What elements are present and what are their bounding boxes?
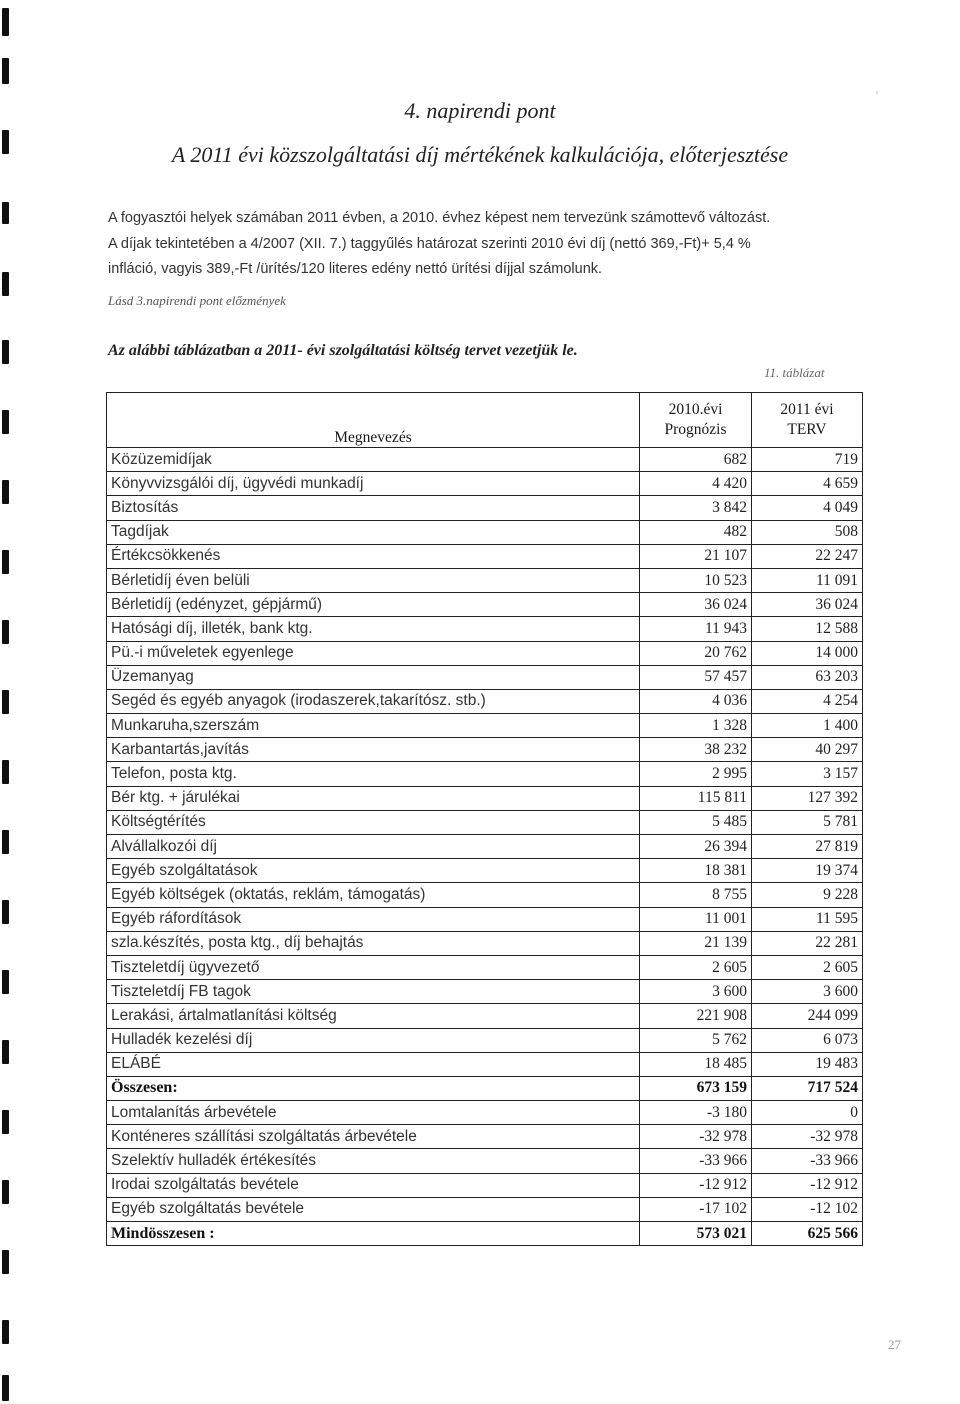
row-value-2010: 57 457 — [640, 665, 752, 689]
row-value-2011: 4 049 — [752, 496, 863, 520]
row-value-2010: 3 842 — [640, 496, 752, 520]
row-name: Közüzemidíjak — [107, 448, 640, 472]
row-value-2011: 22 281 — [752, 931, 863, 955]
table-row — [107, 931, 863, 955]
table-row — [107, 883, 863, 907]
row-name: Bérletidíj (edényzet, gépjármű) — [107, 593, 640, 617]
row-value-2011: 717 524 — [752, 1076, 863, 1100]
row-value-2010: 573 021 — [640, 1222, 752, 1246]
row-value-2010: 21 107 — [640, 544, 752, 568]
row-name: Lerakási, ártalmatlanítási költség — [107, 1004, 640, 1028]
row-name: Telefon, posta ktg. — [107, 762, 640, 786]
row-value-2011: 244 099 — [752, 1004, 863, 1028]
row-name: szla.készítés, posta ktg., díj behajtás — [107, 931, 640, 955]
row-name: Értékcsökkenés — [107, 544, 640, 568]
row-name: Költségtérítés — [107, 810, 640, 834]
table-row — [107, 835, 863, 859]
row-value-2011: 4 254 — [752, 689, 863, 713]
table-row — [107, 1101, 863, 1125]
table-row — [107, 544, 863, 568]
row-name: Bér ktg. + járulékai — [107, 786, 640, 810]
table-reference: 11. táblázat — [764, 365, 825, 380]
row-value-2011: 3 600 — [752, 980, 863, 1004]
row-value-2011: 127 392 — [752, 786, 863, 810]
row-value-2010: 2 995 — [640, 762, 752, 786]
table-row — [107, 1028, 863, 1052]
row-value-2011: 11 091 — [752, 568, 863, 592]
row-name: Hatósági díj, illeték, bank ktg. — [107, 617, 640, 641]
table-row — [107, 762, 863, 786]
table-row — [107, 1222, 863, 1246]
paragraph-line: A díjak tekintetében a 4/2007 (XII. 7.) taggyűlés határozat szerinti 2010 évi díj (nettó 369,-Ft)+ 5,4 % — [108, 235, 751, 252]
row-value-2011: 27 819 — [752, 835, 863, 859]
row-name: Tiszteletdíj FB tagok — [107, 980, 640, 1004]
row-value-2011: 14 000 — [752, 641, 863, 665]
row-value-2011: 22 247 — [752, 544, 863, 568]
table-row — [107, 859, 863, 883]
table-row — [107, 955, 863, 979]
row-value-2011: 19 374 — [752, 859, 863, 883]
table-row — [107, 496, 863, 520]
row-value-2010: 8 755 — [640, 883, 752, 907]
row-name: Egyéb ráfordítások — [107, 907, 640, 931]
row-value-2010: 38 232 — [640, 738, 752, 762]
row-value-2011: 625 566 — [752, 1222, 863, 1246]
header-2010-year: 2010.évi — [668, 401, 723, 418]
row-value-2010: 20 762 — [640, 641, 752, 665]
table-row — [107, 641, 863, 665]
row-name: Lomtalanítás árbevétele — [107, 1101, 640, 1125]
row-value-2010: 18 381 — [640, 859, 752, 883]
row-name: Tagdíjak — [107, 520, 640, 544]
header-2010 — [640, 393, 752, 448]
row-name: Hulladék kezelési díj — [107, 1028, 640, 1052]
row-value-2010: -3 180 — [640, 1101, 752, 1125]
header-name: Megnevezés — [107, 393, 640, 448]
binding-marks — [0, 0, 14, 1404]
table-row — [107, 520, 863, 544]
row-name: Könyvvizsgálói díj, ügyvédi munkadíj — [107, 472, 640, 496]
row-name: Pü.-i műveletek egyenlege — [107, 641, 640, 665]
row-value-2010: 26 394 — [640, 835, 752, 859]
table-row — [107, 1149, 863, 1173]
row-name: Egyéb szolgáltatás bevétele — [107, 1197, 640, 1221]
see-reference: Lásd 3.napirendi pont előzmények — [108, 293, 286, 308]
corner-mark: ' — [876, 88, 879, 102]
table-row — [107, 665, 863, 689]
row-value-2010: -32 978 — [640, 1125, 752, 1149]
row-value-2010: -12 912 — [640, 1173, 752, 1197]
paragraph-line: infláció, vagyis 389,-Ft /ürítés/120 literes edény nettó ürítési díjjal számolunk. — [108, 261, 603, 277]
header-2011 — [752, 393, 863, 448]
row-name: Irodai szolgáltatás bevétele — [107, 1173, 640, 1197]
row-name: Bérletidíj éven belüli — [107, 568, 640, 592]
row-value-2010: 36 024 — [640, 593, 752, 617]
row-value-2011: 63 203 — [752, 665, 863, 689]
table-row — [107, 472, 863, 496]
table-row — [107, 617, 863, 641]
table-row — [107, 980, 863, 1004]
table-intro: Az alábbi táblázatban a 2011- évi szolgáltatási költség tervet vezetjük le. — [108, 342, 578, 359]
table-header-row — [107, 393, 863, 448]
row-name: Üzemanyag — [107, 665, 640, 689]
row-value-2010: 4 420 — [640, 472, 752, 496]
row-value-2011: 0 — [752, 1101, 863, 1125]
row-value-2010: 5 485 — [640, 810, 752, 834]
paragraph-line: A fogyasztói helyek számában 2011 évben, a 2010. évhez képest nem tervezünk számottevő változást. — [108, 210, 771, 226]
agenda-title: 4. napirendi pont — [404, 98, 556, 123]
row-value-2011: 11 595 — [752, 907, 863, 931]
row-value-2010: 682 — [640, 448, 752, 472]
row-name: ELÁBÉ — [107, 1052, 640, 1076]
intro-paragraph — [108, 206, 888, 283]
row-value-2010: 2 605 — [640, 955, 752, 979]
row-value-2011: -32 978 — [752, 1125, 863, 1149]
table-row — [107, 1197, 863, 1221]
row-name: Tiszteletdíj ügyvezető — [107, 955, 640, 979]
row-value-2011: -12 102 — [752, 1197, 863, 1221]
header-2011-label: TERV — [787, 421, 827, 438]
row-value-2010: 21 139 — [640, 931, 752, 955]
row-value-2011: 12 588 — [752, 617, 863, 641]
table-row — [107, 714, 863, 738]
table-body — [107, 448, 863, 1246]
row-value-2011: -33 966 — [752, 1149, 863, 1173]
row-name: Alvállalkozói díj — [107, 835, 640, 859]
table-row — [107, 1173, 863, 1197]
table-row — [107, 1076, 863, 1100]
row-name: Konténeres szállítási szolgáltatás árbevétele — [107, 1125, 640, 1149]
table-row — [107, 568, 863, 592]
row-value-2010: 3 600 — [640, 980, 752, 1004]
row-value-2011: 508 — [752, 520, 863, 544]
row-value-2011: 19 483 — [752, 1052, 863, 1076]
row-value-2011: 719 — [752, 448, 863, 472]
row-value-2011: 1 400 — [752, 714, 863, 738]
row-name: Összesen: — [107, 1076, 640, 1100]
row-value-2011: 2 605 — [752, 955, 863, 979]
table-row — [107, 593, 863, 617]
header-2011-year: 2011 évi — [780, 401, 834, 418]
row-value-2010: 5 762 — [640, 1028, 752, 1052]
agenda-subtitle: A 2011 évi közszolgáltatási díj mértékének kalkulációja, előterjesztése — [171, 142, 789, 167]
row-value-2010: -33 966 — [640, 1149, 752, 1173]
row-value-2011: 36 024 — [752, 593, 863, 617]
row-name: Egyéb költségek (oktatás, reklám, támogatás) — [107, 883, 640, 907]
row-name: Karbantartás,javítás — [107, 738, 640, 762]
row-name: Biztosítás — [107, 496, 640, 520]
page-number: 27 — [888, 1337, 901, 1352]
row-value-2011: 40 297 — [752, 738, 863, 762]
table-row — [107, 786, 863, 810]
row-value-2011: 5 781 — [752, 810, 863, 834]
row-name: Egyéb szolgáltatások — [107, 859, 640, 883]
row-value-2010: 11 943 — [640, 617, 752, 641]
table-row — [107, 448, 863, 472]
table-row — [107, 1052, 863, 1076]
row-value-2010: 11 001 — [640, 907, 752, 931]
table-row — [107, 738, 863, 762]
table-row — [107, 689, 863, 713]
row-value-2010: 1 328 — [640, 714, 752, 738]
table-row — [107, 810, 863, 834]
row-value-2010: 482 — [640, 520, 752, 544]
row-value-2010: -17 102 — [640, 1197, 752, 1221]
row-value-2011: 9 228 — [752, 883, 863, 907]
row-name: Mindösszesen : — [107, 1222, 640, 1246]
row-value-2010: 115 811 — [640, 786, 752, 810]
row-value-2011: -12 912 — [752, 1173, 863, 1197]
row-value-2011: 6 073 — [752, 1028, 863, 1052]
table-row — [107, 1125, 863, 1149]
row-value-2010: 18 485 — [640, 1052, 752, 1076]
table-row — [107, 907, 863, 931]
row-value-2010: 10 523 — [640, 568, 752, 592]
row-value-2010: 4 036 — [640, 689, 752, 713]
row-value-2011: 3 157 — [752, 762, 863, 786]
cost-table — [106, 392, 863, 1246]
row-name: Munkaruha,szerszám — [107, 714, 640, 738]
table-row — [107, 1004, 863, 1028]
row-value-2010: 673 159 — [640, 1076, 752, 1100]
row-value-2011: 4 659 — [752, 472, 863, 496]
row-name: Segéd és egyéb anyagok (irodaszerek,takarítósz. stb.) — [107, 689, 640, 713]
row-value-2010: 221 908 — [640, 1004, 752, 1028]
row-name: Szelektív hulladék értékesítés — [107, 1149, 640, 1173]
header-2010-label: Prognózis — [664, 421, 727, 438]
